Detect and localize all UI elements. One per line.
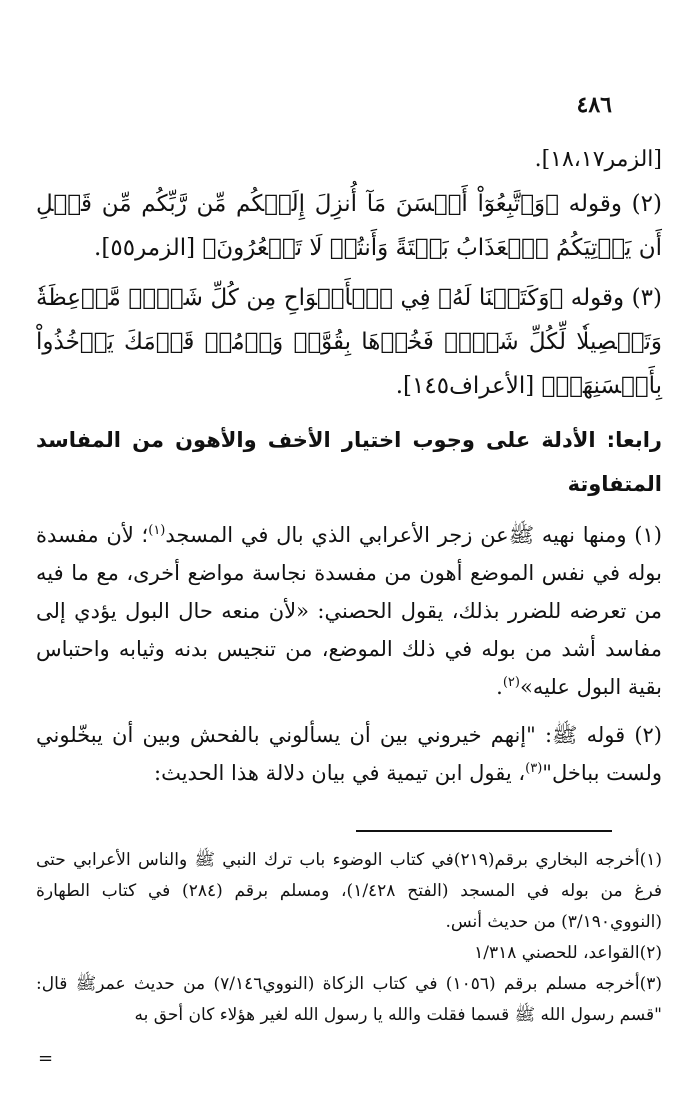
main-text xyxy=(36,88,662,792)
paragraph-verse-3 xyxy=(36,276,662,408)
paragraph-verse-2 xyxy=(36,182,662,270)
continuation-mark: = xyxy=(38,1048,54,1069)
footnote-divider xyxy=(356,830,612,832)
paragraph-text: قوله ﷺ: "إنهم خيروني بين أن يسألوني بالفحش وبين أن يبخّلوني ولست بباخل" xyxy=(36,723,662,785)
footnote-ref[interactable]: (٣) xyxy=(525,761,543,776)
verse-reference-line: [الزمر١٨،١٧]. xyxy=(534,147,662,172)
footnote-2: (٢)القواعد، للحصني ١/٣١٨ xyxy=(474,943,662,963)
verse-text: وقوله ﴿وَٱتَّبِعُوٓاْ أَحۡسَنَ مَآ أُنزِلَ إِلَيۡكُم مِّن رَّبِّكُم مِّن قَبۡلِ أَن يَأۡتِيَكُمُ ٱلۡعَذَابُ بَغۡتَةً وَأَنتُمۡ لَا تَشۡعُرُونَ﴾ [الزمر٥٥]. xyxy=(36,191,662,261)
paragraph-text: . xyxy=(496,675,503,699)
footnote-1: (١)أخرجه البخاري برقم(٢١٩)في كتاب الوضوء باب ترك النبي ﷺ والناس الأعرابي حتى فرغ من بوله في المسجد (الفتح ١/٤٢٨)، ومسلم برقم (٢٨٤) في كتاب الطهارة (النووي٣/١٩٠) من حديث أنس. xyxy=(36,850,663,932)
footnote-3: (٣)أخرجه مسلم برقم (١٠٥٦) في كتاب الزكاة (النووي٧/١٤٦) من حديث عمرﷺ قال: "قسم رسول الله ﷺ قسما فقلت والله يا رسول الله لغير هؤلاء كان أحق به xyxy=(36,974,662,1025)
paragraph-text: ؛ لأن مفسدة بوله في نفس الموضع أهون من مفسدة نجاسة مواضع أخرى، مع ما فيه من تعرضه للضرر بذلك، يقول الحصني: «لأن منعه حال البول يؤدي إلى مفاسد أشد من بوله في ذلك الموضع، من تنجيس بدنه وثيابه واحتباس بقية البول عليه» xyxy=(36,523,662,699)
item-number: (٢) xyxy=(631,191,662,217)
verse-text: وقوله ﴿وَكَتَبۡنَا لَهُۥ فِي ٱلۡأَلۡوَاحِ مِن كُلِّ شَيۡءٖ مَّوۡعِظَةٗ وَتَفۡصِيلٗا لِّكُلِّ شَيۡءٖ فَخُذۡهَا بِقُوَّةٖ وَأۡمُرۡ قَوۡمَكَ يَأۡخُذُواْ بِأَحۡسَنِهَاۚ﴾ [الأعراف١٤٥]. xyxy=(36,285,662,399)
evidence-paragraph-1 xyxy=(36,516,662,706)
section-heading: رابعا: الأدلة على وجوب اختيار الأخف والأهون من المفاسد المتفاوتة xyxy=(36,428,662,496)
item-number: (١) xyxy=(634,523,662,547)
paragraph-text: ، يقول ابن تيمية في بيان دلالة هذا الحديث: xyxy=(154,761,526,785)
footnotes xyxy=(36,845,662,1031)
footnote-ref[interactable]: (١) xyxy=(148,523,166,538)
footnote-ref[interactable]: (٢) xyxy=(502,675,520,690)
item-number: (٢) xyxy=(634,723,662,747)
page-number: ٤٨٦ xyxy=(576,92,612,118)
paragraph-text: ومنها نهيه ﷺعن زجر الأعرابي الذي بال في المسجد xyxy=(165,523,627,547)
item-number: (٣) xyxy=(631,285,662,311)
evidence-paragraph-2 xyxy=(36,716,662,792)
